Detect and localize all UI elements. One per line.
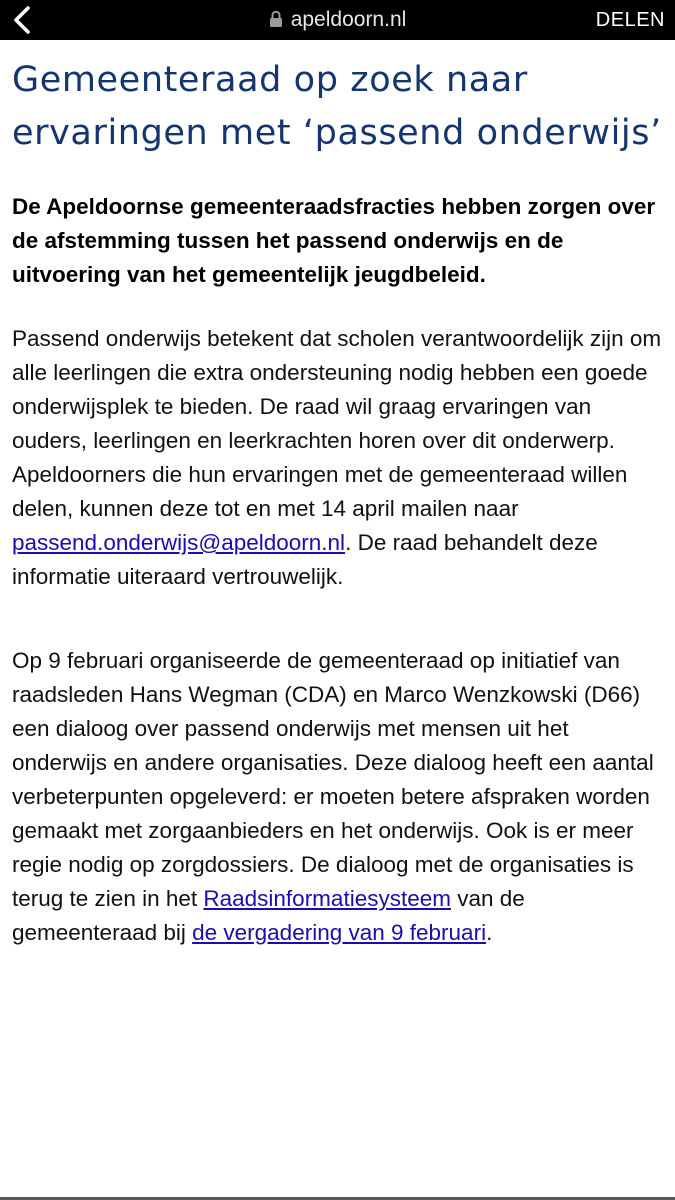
page-title: Gemeenteraad op zoek naar ervaringen met ‘passend onderwijs’: [12, 60, 662, 153]
paragraph-2-text-before: Op 9 februari organiseerde de gemeenteraad op initiatief van raadsleden Hans Wegman (CDA) en Marco Wenzkowski (D66) een dialoog over passend onderwijs met mensen uit het onderwijs en andere organisaties. Deze dialoog heeft een aantal verbeterpunten opgeleverd: er moeten betere afspraken worden gemaakt met zorgaanbieders en het onderwijs. Ook is er meer regie nodig op zorgdossiers. De dialoog met de organisaties is terug te zien in het: [12, 648, 654, 911]
share-button[interactable]: DELEN: [595, 9, 665, 31]
paragraph-2-text-after: .: [486, 920, 493, 945]
meeting-link[interactable]: de vergadering van 9 februari: [192, 920, 487, 945]
article-lead: De Apeldoornse gemeenteraadsfracties hebben zorgen over de afstemming tussen het passend onderwijs en de uitvoering van het gemeentelijk jeugdbeleid.: [12, 194, 656, 287]
address-bar[interactable]: [0, 8, 675, 32]
paragraph-1: [12, 322, 667, 594]
paragraph-2-text-between: van de gemeenteraad bij: [12, 886, 525, 945]
article: [12, 54, 667, 950]
raadsinformatiesysteem-link[interactable]: Raadsinformatiesysteem: [203, 886, 451, 911]
paragraph-1-text-after: . De raad behandelt deze informatie uiteraard vertrouwelijk.: [12, 530, 598, 589]
browser-toolbar: [0, 0, 675, 40]
email-link[interactable]: passend.onderwijs@apeldoorn.nl: [12, 530, 346, 555]
url-text: apeldoorn.nl: [290, 8, 407, 31]
paragraph-2: [12, 644, 667, 950]
lock-icon: [269, 10, 283, 28]
paragraph-1-text-before: Passend onderwijs betekent dat scholen verantwoordelijk zijn om alle leerlingen die extra ondersteuning nodig hebben een goede onderwijsplek te bieden. De raad wil graag ervaringen van ouders, leerlingen en leerkrachten horen over dit onderwerp. Apeldoorners die hun ervaringen met de gemeenteraad willen delen, kunnen deze tot en met 14 april mailen naar: [12, 326, 662, 521]
